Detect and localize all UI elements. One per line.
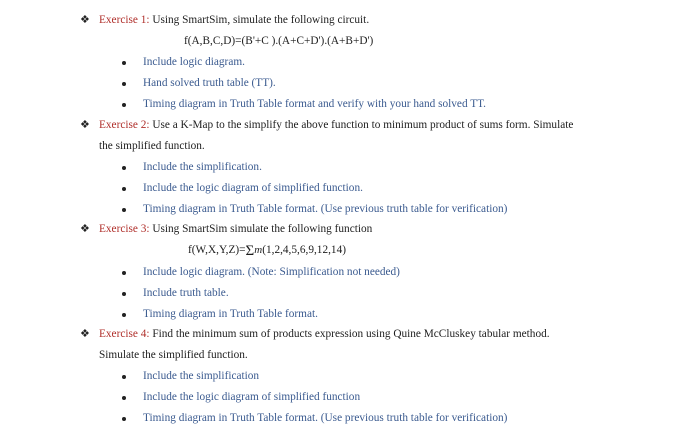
- formula-args: (1,2,4,5,6,9,12,14): [262, 244, 346, 256]
- exercise-3-label: Exercise 3:: [99, 223, 150, 235]
- exercise-3-text: Using SmartSim simulate the following function: [152, 223, 373, 235]
- exercise-3-heading: [99, 222, 372, 236]
- bullet-icon: [122, 187, 126, 191]
- exercise-1-formula: f(A,B,C,D)=(B'+C ).(A+C+D').(A+B+D'): [184, 35, 374, 47]
- exercise-3-formula: [188, 243, 346, 258]
- diamond-bullet-icon: ❖: [80, 119, 90, 131]
- exercise-4-text-continued: Simulate the simplified function.: [99, 349, 248, 361]
- bullet-icon: [122, 166, 126, 170]
- exercise-4-item-1: Include the simplification: [143, 370, 260, 382]
- exercise-1-text: Using SmartSim, simulate the following circuit.: [152, 14, 370, 26]
- bullet-icon: [122, 313, 126, 317]
- diamond-bullet-icon: ❖: [80, 223, 90, 235]
- exercise-2-label: Exercise 2:: [99, 119, 150, 131]
- exercise-2-item-2: Include the logic diagram of simplified function.: [143, 182, 363, 194]
- minterm-symbol: m: [254, 244, 263, 256]
- bullet-icon: [122, 103, 126, 107]
- exercise-3-item-1: Include logic diagram. (Note: Simplification not needed): [143, 266, 400, 278]
- exercise-2-item-3: Timing diagram in Truth Table format. (Use previous truth table for verification): [143, 203, 508, 215]
- exercise-4-item-3: Timing diagram in Truth Table format. (Use previous truth table for verification): [143, 412, 508, 424]
- exercise-1-item-2: Hand solved truth table (TT).: [143, 77, 276, 89]
- exercise-1-label: Exercise 1:: [99, 14, 150, 26]
- exercise-3-item-3: Timing diagram in Truth Table format.: [143, 308, 318, 320]
- exercise-2-text-continued: the simplified function.: [99, 140, 205, 152]
- exercise-4-heading: [99, 327, 550, 341]
- exercise-4-text: Find the minimum sum of products expression using Quine McCluskey tabular method.: [152, 328, 550, 340]
- bullet-icon: [122, 417, 126, 421]
- exercise-1-item-3: Timing diagram in Truth Table format and verify with your hand solved TT.: [143, 98, 486, 110]
- exercise-1-item-1: Include logic diagram.: [143, 56, 245, 68]
- exercise-2-item-1: Include the simplification.: [143, 161, 262, 173]
- exercise-4-item-2: Include the logic diagram of simplified function: [143, 391, 361, 403]
- diamond-bullet-icon: ❖: [80, 328, 90, 340]
- exercise-4-label: Exercise 4:: [99, 328, 150, 340]
- bullet-icon: [122, 82, 126, 86]
- bullet-icon: [122, 61, 126, 65]
- exercise-2-heading: [99, 118, 573, 132]
- exercise-2-text: Use a K-Map to the simplify the above function to minimum product of sums form. Simulate: [152, 119, 574, 131]
- exercise-1-heading: [99, 13, 369, 27]
- bullet-icon: [122, 375, 126, 379]
- bullet-icon: [122, 396, 126, 400]
- diamond-bullet-icon: ❖: [80, 14, 90, 26]
- bullet-icon: [122, 208, 126, 212]
- sigma-symbol: Σ: [245, 243, 255, 259]
- bullet-icon: [122, 271, 126, 275]
- formula-prefix: f(W,X,Y,Z)=: [188, 244, 246, 256]
- exercise-3-item-2: Include truth table.: [143, 287, 229, 299]
- bullet-icon: [122, 292, 126, 296]
